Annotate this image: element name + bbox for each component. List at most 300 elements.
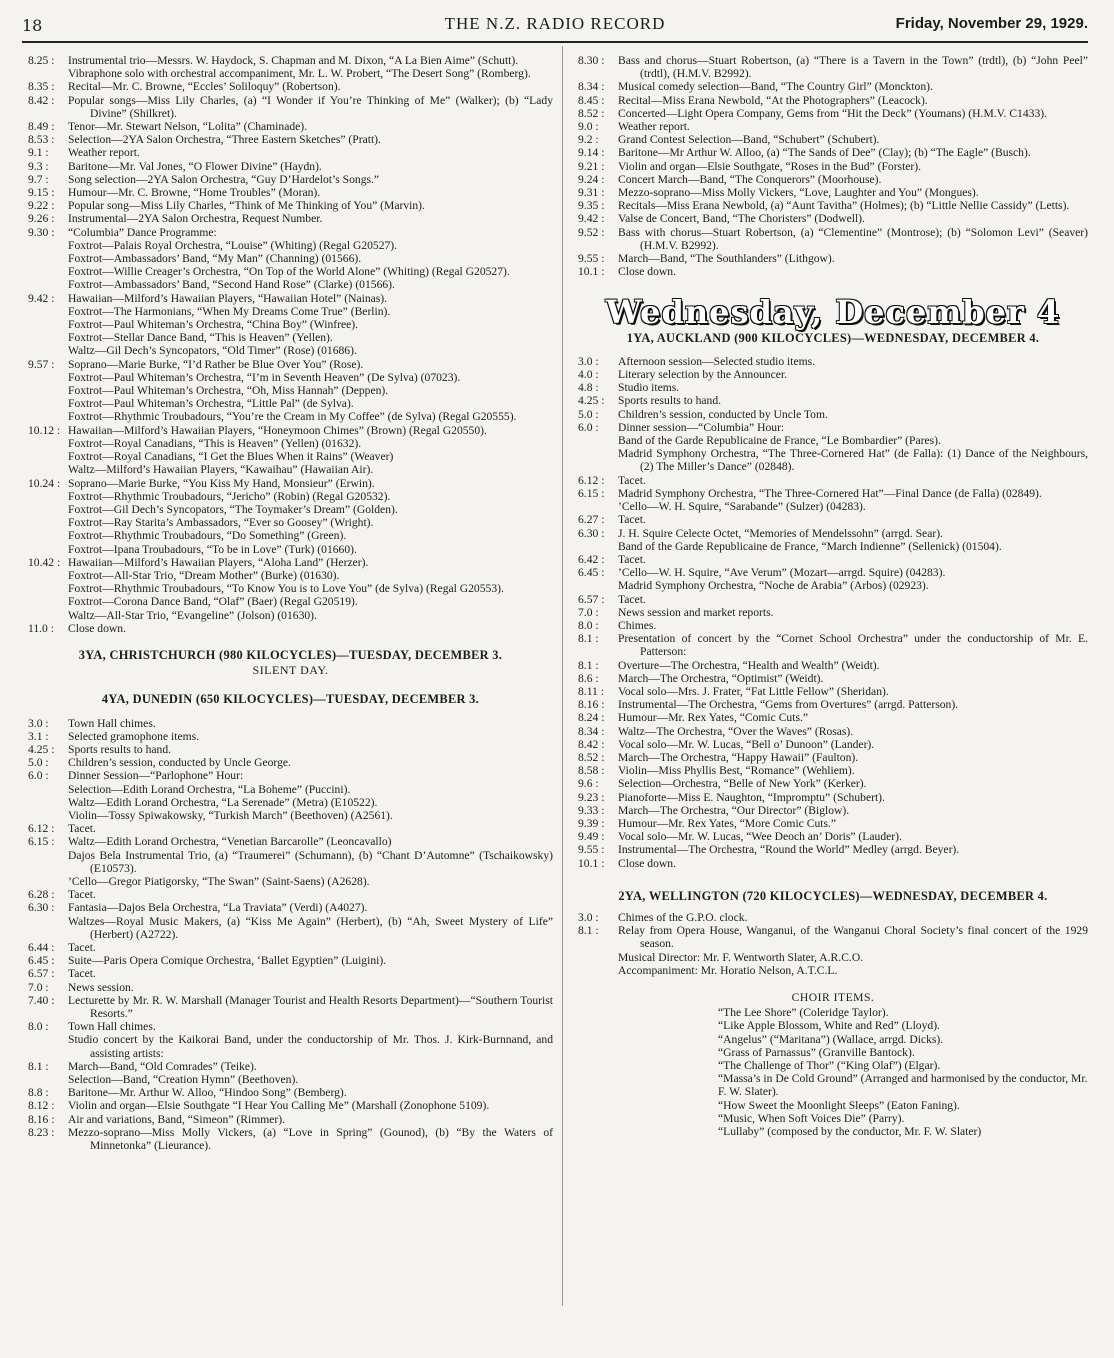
programme-entry bbox=[578, 487, 1088, 513]
entry-line: Humour—Mr. Rex Yates, “More Comic Cuts.” bbox=[618, 816, 837, 830]
entry-time: 9.1 : bbox=[28, 146, 49, 160]
entry-time: 6.30 : bbox=[578, 526, 605, 540]
entry-line: ’Cello—Gregor Piatigorsky, “The Swan” (Saint-Saens) (A2628). bbox=[68, 874, 370, 888]
entry-text bbox=[618, 94, 1088, 107]
entry-line: Foxtrot—Paul Whiteman’s Orchestra, “Little Pal” (de Sylva). bbox=[68, 397, 354, 411]
entry-text bbox=[618, 751, 1088, 764]
programme-entry bbox=[578, 566, 1088, 592]
entry-line: Waltz—Edith Lorand Orchestra, “La Serenade” (Metra) (E10522). bbox=[68, 795, 378, 809]
entry-text bbox=[68, 424, 553, 477]
entry-line: Town Hall chimes. bbox=[68, 1020, 156, 1034]
programme-entry bbox=[28, 1099, 553, 1112]
entry-line: Waltz—The Orchestra, “Over the Waves” (Rosas). bbox=[618, 724, 854, 738]
entry-time: 10.1 : bbox=[578, 856, 605, 870]
entry-line: Foxtrot—Royal Canadians, “I Get the Blues When it Rains” (Weaver) bbox=[68, 450, 394, 464]
entry-line: Studio concert by the Kaikorai Band, under the conductorship of Mr. Thos. J. Kirk-Burnnand, and assisting artists: bbox=[68, 1033, 553, 1060]
entry-text bbox=[618, 421, 1088, 474]
programme-entry bbox=[28, 1126, 553, 1152]
choir-items bbox=[578, 1006, 1088, 1138]
entry-time: 9.55 : bbox=[578, 843, 605, 857]
entry-line: Soprano—Marie Burke, “I’d Rather be Blue Over You” (Rose). bbox=[68, 357, 364, 371]
entry-line: Selected gramophone items. bbox=[68, 729, 200, 743]
entry-text bbox=[618, 606, 1088, 619]
entry-line: Recitals—Miss Erana Newbold, (a) “Aunt Tavitha” (Holmes); (b) “Little Nellie Cassidy” (Letts). bbox=[618, 199, 1070, 213]
entry-line: Recital—Mr. C. Browne, “Eccles’ Soliloquy” (Robertson). bbox=[68, 80, 341, 94]
programme-entry bbox=[28, 186, 553, 199]
programme-entry bbox=[28, 94, 553, 120]
entry-line: Popular song—Miss Lily Charles, “Think of Me Thinking of You” (Marvin). bbox=[68, 199, 425, 213]
programme-entry bbox=[578, 857, 1088, 870]
entry-time: 5.0 : bbox=[28, 756, 49, 770]
entry-line: March—Band, “Old Comrades” (Teike). bbox=[68, 1059, 257, 1073]
entry-time: 8.34 : bbox=[578, 724, 605, 738]
entry-text bbox=[618, 843, 1088, 856]
entry-time: 9.22 : bbox=[28, 199, 55, 213]
entry-text bbox=[618, 54, 1088, 80]
programme-entry bbox=[28, 967, 553, 980]
entry-line: Hawaiian—Milford’s Hawaiian Players, “Hawaiian Hotel” (Nainas). bbox=[68, 291, 388, 305]
programme-entry bbox=[578, 659, 1088, 672]
entry-time: 9.14 : bbox=[578, 146, 605, 160]
entry-text bbox=[618, 408, 1088, 421]
entry-line: Instrumental trio—Messrs. W. Haydock, S. Chapman and M. Dixon, “A La Bien Aime” (Schutt). bbox=[68, 54, 519, 67]
entry-text bbox=[68, 133, 553, 146]
programme-entry bbox=[28, 1086, 553, 1099]
programme-entry bbox=[578, 619, 1088, 632]
entry-text bbox=[618, 619, 1088, 632]
programme-entry bbox=[28, 146, 553, 159]
entry-line: Foxtrot—The Harmonians, “When My Dreams Come True” (Berlin). bbox=[68, 304, 391, 318]
programme-entry bbox=[578, 252, 1088, 265]
programme-entry bbox=[578, 698, 1088, 711]
entry-line: Madrid Symphony Orchestra, “The Three-Cornered Hat”—Final Dance (de Falla) (02849). bbox=[618, 486, 1042, 500]
entry-time: 9.42 : bbox=[28, 291, 55, 305]
programme-entry bbox=[578, 80, 1088, 93]
entry-time: 3.0 : bbox=[28, 716, 49, 730]
issue-date: Friday, November 29, 1929. bbox=[895, 15, 1088, 32]
programme-entry bbox=[28, 212, 553, 225]
entry-line: Weather report. bbox=[68, 146, 140, 160]
entry-text bbox=[68, 835, 553, 888]
entry-text bbox=[68, 622, 553, 635]
choir-item: “Angelus” (“Maritana”) (Wallace, arrgd. Dicks). bbox=[718, 1032, 944, 1046]
entry-line: Foxtrot—Ambassadors’ Band, “Second Hand Rose” (Clarke) (01566). bbox=[68, 278, 395, 292]
wellington-programme bbox=[578, 911, 1088, 951]
choir-item: “Lullaby” (composed by the conductor, Mr. F. W. Slater) bbox=[718, 1125, 982, 1139]
entry-line: Waltz—Edith Lorand Orchestra, “Venetian Barcarolle” (Leoncavallo) bbox=[68, 835, 392, 849]
programme-entry bbox=[28, 994, 553, 1020]
entry-time: 7.0 : bbox=[28, 980, 49, 994]
entry-text bbox=[618, 685, 1088, 698]
entry-text bbox=[618, 911, 1088, 924]
entry-time: 6.45 : bbox=[578, 566, 605, 580]
entry-time: 9.52 : bbox=[578, 225, 605, 239]
programme-entry bbox=[28, 477, 553, 556]
entry-line: Grand Contest Selection—Band, “Schubert” (Schubert). bbox=[618, 133, 880, 147]
entry-text bbox=[618, 791, 1088, 804]
entry-text bbox=[68, 94, 553, 120]
entry-time: 4.8 : bbox=[578, 381, 599, 395]
programme-entry bbox=[578, 685, 1088, 698]
entry-line: March—Band, “The Southlanders” (Lithgow). bbox=[618, 252, 835, 266]
entry-text bbox=[618, 160, 1088, 173]
entry-line: Overture—The Orchestra, “Health and Wealth” (Weidt). bbox=[618, 658, 880, 672]
programme-entry bbox=[28, 730, 553, 743]
entry-time: 3.1 : bbox=[28, 729, 49, 743]
programme-entry bbox=[578, 265, 1088, 278]
entry-text bbox=[618, 199, 1088, 212]
entry-time: 8.11 : bbox=[578, 684, 604, 698]
entry-line: Dajos Bela Instrumental Trio, (a) “Traumerei” (Schumann), (b) “Chant D’Automne” (Tschaikowsky) (E10573). bbox=[68, 848, 553, 875]
programme-entry bbox=[28, 358, 553, 424]
entry-line: Baritone—Mr Arthur W. Alloo, (a) “The Sands of Dee” (Clay); (b) “The Eagle” (Busch). bbox=[618, 146, 1031, 160]
programme-entry bbox=[578, 553, 1088, 566]
column-divider bbox=[562, 46, 563, 1306]
entry-text bbox=[68, 730, 553, 743]
accompanist: Accompaniment: Mr. Horatio Nelson, A.T.C.L. bbox=[618, 963, 838, 977]
entry-time: 9.15 : bbox=[28, 186, 55, 200]
entry-time: 10.12 : bbox=[28, 423, 61, 437]
entry-line: Close down. bbox=[618, 856, 676, 870]
entry-time: 8.42 : bbox=[28, 93, 55, 107]
entry-text bbox=[68, 358, 553, 424]
entry-time: 8.49 : bbox=[28, 120, 55, 134]
entry-text bbox=[618, 593, 1088, 606]
entry-time: 4.0 : bbox=[578, 368, 599, 382]
entry-text bbox=[68, 743, 553, 756]
entry-time: 9.42 : bbox=[578, 212, 605, 226]
entry-line: Selection—Band, “Creation Hymn” (Beethoven). bbox=[68, 1073, 299, 1087]
entry-line: Suite—Paris Opera Comique Orchestra, ‘Ballet Egyptien” (Luigini). bbox=[68, 954, 387, 968]
entry-text bbox=[618, 146, 1088, 159]
programme-entry bbox=[28, 173, 553, 186]
entry-time: 9.49 : bbox=[578, 830, 605, 844]
entry-time: 8.24 : bbox=[578, 711, 605, 725]
entry-line: Instrumental—The Orchestra, “Round the World” Medley (arrgd. Beyer). bbox=[618, 843, 960, 857]
entry-time: 8.8 : bbox=[28, 1086, 49, 1100]
entry-time: 8.0 : bbox=[28, 1020, 49, 1034]
dunedin-heading: 4YA, DUNEDIN (650 KILOCYCLES)—TUESDAY, DECEMBER 3. bbox=[101, 692, 480, 707]
entry-line: Relay from Opera House, Wanganui, of the Wanganui Choral Society’s final concert of the 1929 season. bbox=[618, 924, 1088, 951]
paper-title: THE N.Z. RADIO RECORD bbox=[444, 14, 666, 33]
programme-entry bbox=[28, 133, 553, 146]
entry-line: Violin and organ—Elsie Southgate, “Roses in the Bud” (Forster). bbox=[618, 159, 922, 173]
entry-line: Chimes. bbox=[618, 618, 657, 632]
entry-time: 9.21 : bbox=[578, 159, 605, 173]
entry-line: Tacet. bbox=[68, 941, 96, 954]
entry-time: 8.12 : bbox=[28, 1099, 55, 1113]
entry-line: Mezzo-soprano—Miss Molly Vickers, (a) “Love in Spring” (Gounod), (b) “By the Waters of Minnetonka” (Lieurance). bbox=[68, 1125, 553, 1153]
entry-line: Waltz—All-Star Trio, “Evangeline” (Jolson) (01630). bbox=[68, 608, 317, 622]
entry-line: Dinner session—“Columbia” Hour: bbox=[618, 420, 785, 434]
entry-text bbox=[68, 80, 553, 93]
entry-text bbox=[618, 173, 1088, 186]
entry-text bbox=[618, 212, 1088, 225]
entry-line: Selection—2YA Salon Orchestra, “Three Eastern Sketches” (Pratt). bbox=[68, 133, 381, 147]
entry-line: “Columbia” Dance Programme: bbox=[68, 225, 217, 239]
choir-item: “Music, When Soft Voices Die” (Parry). bbox=[718, 1111, 905, 1125]
entry-text bbox=[68, 556, 553, 622]
entry-line: Studio items. bbox=[618, 381, 680, 395]
entry-line: Song selection—2YA Salon Orchestra, “Guy D’Hardelot’s Songs.” bbox=[68, 172, 380, 186]
entry-text bbox=[618, 777, 1088, 790]
entry-text bbox=[68, 226, 553, 292]
entry-line: Afternoon session—Selected studio items. bbox=[618, 354, 816, 368]
entry-text bbox=[68, 1020, 553, 1060]
entry-line: Vocal solo—Mr. W. Lucas, “Wee Deoch an’ Doris” (Lauder). bbox=[618, 830, 902, 844]
entry-line: March—The Orchestra, “Happy Hawaii” (Faulton). bbox=[618, 750, 859, 764]
entry-time: 9.6 : bbox=[578, 777, 599, 791]
entry-text bbox=[618, 107, 1088, 120]
programme-entry bbox=[28, 835, 553, 888]
entry-line: Pianoforte—Miss E. Naughton, “Impromptu” (Schubert). bbox=[618, 790, 885, 804]
entry-text bbox=[618, 698, 1088, 711]
entry-time: 8.1 : bbox=[28, 1059, 49, 1073]
programme-entry bbox=[28, 54, 553, 80]
programme-entry bbox=[578, 474, 1088, 487]
programme-entry bbox=[28, 743, 553, 756]
entry-time: 6.28 : bbox=[28, 888, 55, 902]
entry-line: ’Cello—W. H. Squire, “Sarabande” (Sulzer) (04283). bbox=[618, 500, 866, 514]
programme-entry bbox=[578, 924, 1088, 950]
entry-line: Foxtrot—Paul Whiteman’s Orchestra, “China Boy” (Winfree). bbox=[68, 318, 359, 332]
programme-continued-right bbox=[578, 54, 1088, 278]
entry-time: 8.58 : bbox=[578, 764, 605, 778]
entry-time: 6.42 : bbox=[578, 552, 605, 566]
entry-line: ’Cello—W. H. Squire, “Ave Verum” (Mozart—arrgd. Squire) (04283). bbox=[618, 566, 946, 580]
entry-line: Weather report. bbox=[618, 120, 690, 134]
entry-line: Concert March—Band, “The Conquerors” (Moorhouse). bbox=[618, 172, 882, 186]
left-column bbox=[28, 54, 553, 1152]
programme-entry bbox=[28, 756, 553, 769]
entry-text bbox=[68, 292, 553, 358]
entry-line: Foxtrot—Stellar Dance Band, “This is Heaven” (Yellen). bbox=[68, 331, 333, 345]
entry-line: Sports results to hand. bbox=[618, 394, 722, 408]
entry-line: Foxtrot—Ipana Troubadours, “To be in Love” (Turk) (01660). bbox=[68, 542, 357, 556]
entry-time: 4.25 : bbox=[28, 742, 55, 756]
entry-time: 8.52 : bbox=[578, 750, 605, 764]
entry-line: Foxtrot—Rhythmic Troubadours, “Jericho” (Robin) (Regal G20532). bbox=[68, 489, 391, 503]
entry-line: Vocal solo—Mrs. J. Frater, “Fat Little Fellow” (Sheridan). bbox=[618, 684, 889, 698]
entry-line: Foxtrot—Royal Canadians, “This is Heaven” (Yellen) (01632). bbox=[68, 436, 362, 450]
programme-entry bbox=[578, 381, 1088, 394]
header-rule bbox=[22, 41, 1088, 43]
entry-time: 6.0 : bbox=[578, 420, 599, 434]
programme-entry bbox=[578, 751, 1088, 764]
entry-line: Valse de Concert, Band, “The Choristers” (Dodwell). bbox=[618, 212, 865, 226]
entry-line: Band of the Garde Republicaine de France, “March Indienne” (Sellenick) (01504). bbox=[618, 539, 1002, 553]
entry-line: Tacet. bbox=[68, 888, 96, 902]
entry-text bbox=[68, 941, 553, 954]
programme-entry bbox=[28, 941, 553, 954]
entry-line: Tacet. bbox=[68, 967, 96, 981]
programme-entry bbox=[28, 769, 553, 822]
entry-line: Foxtrot—Paul Whiteman’s Orchestra, “Oh, Miss Hannah” (Deppen). bbox=[68, 384, 389, 398]
entry-line: Fantasia—Dajos Bela Orchestra, “La Traviata” (Verdi) (A4027). bbox=[68, 901, 368, 915]
entry-line: Town Hall chimes. bbox=[68, 716, 156, 730]
choir-item: “The Challenge of Thor” (“King Olaf”) (Elgar). bbox=[718, 1059, 941, 1073]
programme-entry bbox=[578, 830, 1088, 843]
programme-entry bbox=[28, 556, 553, 622]
entry-text bbox=[618, 513, 1088, 526]
entry-time: 6.44 : bbox=[28, 941, 55, 954]
musical-director: Musical Director: Mr. F. Wentworth Slater, A.R.C.O. bbox=[618, 950, 864, 964]
entry-text bbox=[618, 355, 1088, 368]
entry-line: Band of the Garde Republicaine de France, “Le Bombardier” (Pares). bbox=[618, 434, 941, 448]
entry-text bbox=[68, 146, 553, 159]
entry-time: 10.24 : bbox=[28, 476, 61, 490]
programme-entry bbox=[578, 120, 1088, 133]
programme-entry bbox=[28, 1020, 553, 1060]
entry-text bbox=[618, 394, 1088, 407]
entry-text bbox=[68, 1060, 553, 1086]
entry-time: 8.1 : bbox=[578, 658, 599, 672]
entry-text bbox=[618, 553, 1088, 566]
entry-line: Foxtrot—Gil Dech’s Syncopators, “The Toymaker’s Dream” (Golden). bbox=[68, 502, 398, 516]
programme-entry bbox=[578, 146, 1088, 159]
entry-text bbox=[618, 817, 1088, 830]
entry-line: Close down. bbox=[618, 265, 676, 279]
entry-text bbox=[618, 924, 1088, 950]
christchurch-heading: 3YA, CHRISTCHURCH (980 KILOCYCLES)—TUESDAY, DECEMBER 3. bbox=[78, 647, 503, 662]
entry-text bbox=[68, 199, 553, 212]
entry-text bbox=[618, 226, 1088, 252]
choir-items-heading: CHOIR ITEMS. bbox=[791, 991, 875, 1004]
entry-line: Recital—Miss Erana Newbold, “At the Photographers” (Leacock). bbox=[618, 93, 928, 107]
entry-line: Waltz—Milford’s Hawaiian Players, “Kawaihau” (Hawaiian Air). bbox=[68, 463, 374, 477]
entry-line: Baritone—Mr. Arthur W. Alloo, “Hindoo Song” (Bemberg). bbox=[68, 1086, 347, 1100]
entry-line: Bass with chorus—Stuart Robertson, (a) “Clementine” (Montrose); (b) “Solomon Levi” (Seaver) (H.M.V. B2992). bbox=[618, 225, 1088, 252]
entry-line: Soprano—Marie Burke, “You Kiss My Hand, Monsieur” (Erwin). bbox=[68, 476, 375, 490]
auckland-programme bbox=[578, 355, 1088, 870]
entry-text bbox=[68, 994, 553, 1020]
entry-text bbox=[618, 368, 1088, 381]
entry-line: Madrid Symphony Orchestra, “The Three-Cornered Hat” (de Falla): (1) Dance of the Neighbours, (2) The Miller’s Dance” (02848). bbox=[618, 447, 1088, 474]
entry-text bbox=[68, 54, 553, 80]
entry-text bbox=[618, 659, 1088, 672]
programme-entry bbox=[578, 911, 1088, 924]
entry-text bbox=[618, 764, 1088, 777]
entry-text bbox=[618, 186, 1088, 199]
entry-time: 10.42 : bbox=[28, 555, 61, 569]
programme-entry bbox=[578, 94, 1088, 107]
entry-text bbox=[68, 717, 553, 730]
entry-time: 8.1 : bbox=[578, 632, 599, 646]
programme-entry bbox=[578, 107, 1088, 120]
entry-time: 5.0 : bbox=[578, 407, 599, 421]
entry-line: Foxtrot—Palais Royal Orchestra, “Louise” (Whiting) (Regal G20527). bbox=[68, 238, 398, 252]
entry-line: Instrumental—2YA Salon Orchestra, Request Number. bbox=[68, 212, 323, 226]
entry-time: 10.1 : bbox=[578, 265, 605, 279]
entry-time: 6.45 : bbox=[28, 954, 55, 968]
entry-line: Foxtrot—Ray Starita’s Ambassadors, “Ever so Goosey” (Wright). bbox=[68, 516, 374, 530]
programme-entry bbox=[28, 1060, 553, 1086]
programme-entry bbox=[578, 226, 1088, 252]
entry-text bbox=[618, 711, 1088, 724]
entry-line: Popular songs—Miss Lily Charles, (a) “I Wonder if You’re Thinking of Me” (Walker); (b) “Lady Divine” (Shilkret). bbox=[68, 93, 553, 120]
entry-text bbox=[618, 527, 1088, 553]
entry-time: 6.27 : bbox=[578, 513, 605, 527]
entry-line: Mezzo-soprano—Miss Molly Vickers, “Love, Laughter and You” (Mongues). bbox=[618, 186, 979, 200]
programme-entry bbox=[578, 711, 1088, 724]
entry-time: 8.34 : bbox=[578, 80, 605, 94]
entry-text bbox=[618, 252, 1088, 265]
programme-entry bbox=[578, 672, 1088, 685]
entry-line: Tenor—Mr. Stewart Nelson, “Lolita” (Chaminade). bbox=[68, 120, 308, 134]
entry-line: Tacet. bbox=[618, 552, 646, 566]
entry-text bbox=[618, 381, 1088, 394]
entry-line: Children’s session, conducted by Uncle George. bbox=[68, 756, 291, 770]
right-column bbox=[578, 54, 1088, 1138]
entry-time: 6.12 : bbox=[578, 473, 605, 487]
entry-line: Air and variations, Band, “Simeon” (Rimmer). bbox=[68, 1112, 286, 1126]
entry-line: Humour—Mr. Rex Yates, “Comic Cuts.” bbox=[618, 711, 809, 725]
entry-time: 6.57 : bbox=[578, 592, 605, 606]
page-number: 18 bbox=[22, 16, 43, 35]
programme-entry bbox=[578, 186, 1088, 199]
entry-text bbox=[68, 981, 553, 994]
entry-line: Bass and chorus—Stuart Robertson, (a) “There is a Tavern in the Town” (trdtl), (b) “John Peel” (trdtl), (H.M.V. B2992). bbox=[618, 54, 1088, 81]
entry-text bbox=[68, 160, 553, 173]
entry-line: Foxtrot—Ambassadors’ Band, “My Man” (Channing) (01566). bbox=[68, 252, 362, 266]
entry-line: Literary selection by the Announcer. bbox=[618, 368, 788, 382]
entry-time: 3.0 : bbox=[578, 910, 599, 924]
choir-item: “The Lee Shore” (Coleridge Taylor). bbox=[718, 1006, 889, 1020]
entry-text bbox=[618, 830, 1088, 843]
entry-time: 8.16 : bbox=[28, 1112, 55, 1126]
programme-entry bbox=[28, 120, 553, 133]
entry-time: 9.57 : bbox=[28, 357, 55, 371]
entry-text bbox=[68, 756, 553, 769]
programme-entry bbox=[578, 421, 1088, 474]
entry-line: March—The Orchestra, “Our Director” (Biglow). bbox=[618, 803, 850, 817]
entry-time: 9.30 : bbox=[28, 225, 55, 239]
entry-time: 9.35 : bbox=[578, 199, 605, 213]
entry-time: 8.16 : bbox=[578, 698, 605, 712]
entry-time: 9.26 : bbox=[28, 212, 55, 226]
programme-entry bbox=[28, 717, 553, 730]
entry-line: Tacet. bbox=[618, 473, 646, 487]
entry-time: 8.30 : bbox=[578, 54, 605, 67]
entry-time: 8.6 : bbox=[578, 671, 599, 685]
entry-text bbox=[618, 738, 1088, 751]
choir-item: “Like Apple Blossom, White and Red” (Lloyd). bbox=[718, 1019, 940, 1033]
programme-entry bbox=[578, 54, 1088, 80]
entry-line: Foxtrot—Rhythmic Troubadours, “To Know You is to Love You” (de Sylva) (Regal G20553). bbox=[68, 582, 504, 596]
programme-entry bbox=[578, 133, 1088, 146]
entry-time: 9.23 : bbox=[578, 790, 605, 804]
entry-text bbox=[68, 212, 553, 225]
entry-line: Chimes of the G.P.O. clock. bbox=[618, 910, 748, 924]
entry-line: Presentation of concert by the “Cornet School Orchestra” under the conductorship of Mr. E. Patterson: bbox=[618, 632, 1088, 659]
entry-time: 6.30 : bbox=[28, 901, 55, 915]
entry-time: 9.55 : bbox=[578, 252, 605, 266]
entry-time: 6.12 : bbox=[28, 822, 55, 836]
entry-time: 9.39 : bbox=[578, 816, 605, 830]
entry-text bbox=[68, 1113, 553, 1126]
entry-text bbox=[68, 967, 553, 980]
entry-line: Tacet. bbox=[618, 592, 646, 606]
entry-text bbox=[618, 120, 1088, 133]
christchurch-silent-day: SILENT DAY. bbox=[252, 663, 329, 678]
entry-line: Tacet. bbox=[68, 822, 96, 836]
entry-line: Violin—Miss Phyllis Best, “Romance” (Wehliem). bbox=[618, 764, 855, 778]
entry-line: Musical comedy selection—Band, “The Country Girl” (Monckton). bbox=[618, 80, 933, 94]
page-header bbox=[22, 8, 1088, 38]
entry-line: Vibraphone solo with orchestral accompaniment, Mr. L. W. Probert, “The Desert Song” (Romberg). bbox=[68, 67, 531, 81]
entry-text bbox=[618, 804, 1088, 817]
programme-entry bbox=[28, 1113, 553, 1126]
